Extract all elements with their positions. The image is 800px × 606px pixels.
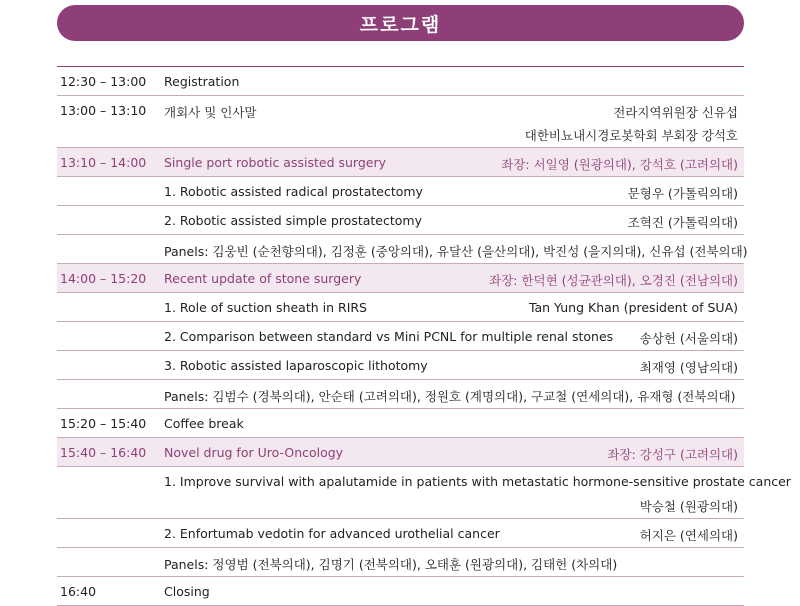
row-time: 14:00 – 15:20 xyxy=(60,271,147,286)
row-content: Registration xyxy=(164,74,240,89)
row-content: Single port robotic assisted surgery xyxy=(164,155,386,170)
row-speaker: 박승철 (원광의대) xyxy=(639,499,738,514)
session-row-single-port xyxy=(57,148,744,177)
session-row-uro-oncology xyxy=(57,438,744,467)
row-content: Panels: 김범수 (경북의대), 안순태 (고려의대), 정원호 (계명의대), 구교철 (연세의대), 유재형 (전북의대) xyxy=(164,389,736,404)
row-content: 2. Comparison between standard vs Mini PCNL for multiple renal stones xyxy=(164,329,614,344)
table-row xyxy=(57,177,744,206)
row-content: 1. Robotic assisted radical prostatectomy xyxy=(164,184,423,199)
row-content: 1. Role of suction sheath in RIRS xyxy=(164,300,367,315)
row-speaker: 조혁진 (가톨릭의대) xyxy=(627,215,738,230)
program-title-banner xyxy=(57,5,744,41)
row-content: 2. Robotic assisted simple prostatectomy xyxy=(164,213,422,228)
table-row xyxy=(57,322,744,351)
row-speaker: Tan Yung Khan (president of SUA) xyxy=(528,300,738,315)
row-speaker: 송상헌 (서울의대) xyxy=(639,331,738,346)
session-row-stone-surgery xyxy=(57,264,744,293)
row-chair: 좌장: 한덕현 (성균관의대), 오경진 (전남의대) xyxy=(489,273,738,288)
table-row xyxy=(57,206,744,235)
row-content: 개회사 및 인사말 xyxy=(164,105,257,120)
program-title: 프로그램 xyxy=(359,13,442,36)
table-row-panels xyxy=(57,548,744,577)
row-speaker: 허지은 (연세의대) xyxy=(639,528,738,543)
table-row-closing xyxy=(57,577,744,606)
row-speaker-2: 대한비뇨내시경로봇학회 부회장 강석호 xyxy=(524,128,738,143)
row-content: Panels: 정영범 (전북의대), 김명기 (전북의대), 오태훈 (원광의대), 김태헌 (차의대) xyxy=(164,557,618,572)
row-content: Coffee break xyxy=(164,416,244,431)
row-speaker: 전라지역위원장 신유섭 xyxy=(613,105,738,120)
row-time: 15:40 – 16:40 xyxy=(60,445,147,460)
table-row xyxy=(57,351,744,380)
row-content: Panels: 김웅빈 (순천향의대), 김정훈 (중앙의대), 유달산 (을산의대), 박진성 (을지의대), 신유섭 (전북의대) xyxy=(164,244,748,259)
row-time: 13:10 – 14:00 xyxy=(60,155,147,170)
table-row-registration xyxy=(57,67,744,96)
row-content: Recent update of stone surgery xyxy=(164,271,362,286)
table-row-coffee-break xyxy=(57,409,744,438)
table-row-opening xyxy=(57,96,744,148)
table-row xyxy=(57,293,744,322)
row-time: 12:30 – 13:00 xyxy=(60,74,147,89)
row-time: 15:20 – 15:40 xyxy=(60,416,147,431)
row-content: Novel drug for Uro-Oncology xyxy=(164,445,344,460)
table-row xyxy=(57,467,791,519)
table-row xyxy=(57,519,744,548)
row-chair: 좌장: 강성구 (고려의대) xyxy=(607,447,738,462)
row-time: 13:00 – 13:10 xyxy=(60,103,147,118)
row-time: 16:40 xyxy=(60,584,97,599)
row-speaker: 문형우 (가톨릭의대) xyxy=(627,186,738,201)
row-content: Closing xyxy=(164,584,210,599)
row-content: 3. Robotic assisted laparoscopic lithotomy xyxy=(164,358,428,373)
table-row-panels xyxy=(57,380,744,409)
row-chair: 좌장: 서일영 (원광의대), 강석호 (고려의대) xyxy=(501,157,738,172)
table-row-panels xyxy=(57,235,748,264)
row-speaker: 최재영 (영남의대) xyxy=(639,360,738,375)
program-table xyxy=(57,67,791,606)
row-content: 1. Improve survival with apalutamide in patients with metastatic hormone-sensitive prostate cancer xyxy=(164,474,791,489)
row-content: 2. Enfortumab vedotin for advanced urothelial cancer xyxy=(164,526,500,541)
